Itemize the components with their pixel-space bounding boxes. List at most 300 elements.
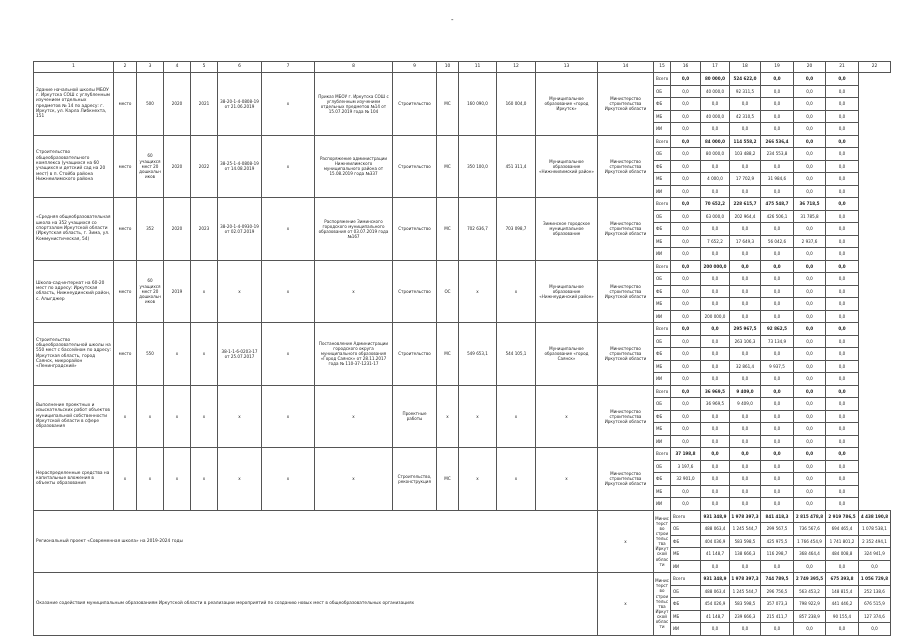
cell-amount: 299 567,5 [761, 523, 794, 536]
cell-amount: 0,0 [671, 223, 701, 236]
cell-start-year: х [164, 448, 191, 511]
cell-unit: место [114, 260, 137, 323]
cell-funding-source: ОБ [654, 335, 671, 348]
cell-amount: 0,0 [671, 123, 701, 136]
cell-amount: 0,0 [794, 148, 826, 161]
cell-amount: 0,0 [794, 73, 826, 86]
cell-amount: 0,0 [701, 473, 730, 486]
cell-amount: 0,0 [794, 85, 826, 98]
cell-amount: 40 000,0 [701, 110, 730, 123]
cell-amount: 0,0 [794, 410, 826, 423]
cell-end-year: 2023 [191, 198, 218, 261]
cell-amount: 0,0 [730, 260, 761, 273]
cell-amount: 0,0 [671, 98, 701, 111]
cell-administrator: Министерство строительства Иркутской области [654, 573, 671, 636]
cell-amount: 17 702,9 [730, 173, 761, 186]
cell-amount: 0,0 [794, 385, 826, 398]
cell-amount: 4 438 190,8 [859, 510, 891, 523]
table-row [34, 323, 891, 336]
cell-unit: х [114, 448, 137, 511]
cell-amount: 40 000,0 [701, 85, 730, 98]
cell-amount: 0,0 [794, 160, 826, 173]
cell-amount: 266 536,4 [761, 135, 794, 148]
cell-amount: 676 515,9 [859, 598, 891, 611]
cell-administrator: Министерство строительства Иркутской области [598, 135, 654, 198]
cell-amount: 148 815,4 [826, 585, 859, 598]
cell-amount: 454 026,9 [701, 598, 730, 611]
cell-end-year: х [191, 323, 218, 386]
cell-amount: 798 922,9 [794, 598, 826, 611]
cell-amount: 0,0 [761, 398, 794, 411]
cell-funding-source: ОБ [654, 210, 671, 223]
cell-amount: 0,0 [730, 348, 761, 361]
column-number: 15 [654, 62, 671, 73]
cell-capacity: 60 учащихся мест 20 дошкольников [137, 260, 164, 323]
cell-price-check: х [262, 385, 315, 448]
cell-amount: 0,0 [730, 410, 761, 423]
cell-amount: 0,0 [730, 248, 761, 261]
cell-administrator: Министерство строительства Иркутской области [654, 510, 671, 573]
table-row [34, 73, 891, 86]
cell-amount: 0,0 [730, 98, 761, 111]
cell-amount: 0,0 [761, 185, 794, 198]
cell-funding-source: Всего [654, 135, 671, 148]
cell-start-year: 2020 [164, 198, 191, 261]
column-number: 2 [114, 62, 137, 73]
cell-amount: 0,0 [761, 435, 794, 448]
cell-amount: 0,0 [730, 223, 761, 236]
cell-price-check: х [262, 448, 315, 511]
cell-amount: 0,0 [859, 623, 891, 636]
cell-amount: 0,0 [701, 460, 730, 473]
cell-amount: 0,0 [761, 160, 794, 173]
cell-amount: 583 598,5 [730, 598, 761, 611]
cell-work-type: Строительство, реконструкция [393, 448, 437, 511]
cell-unit: х [114, 385, 137, 448]
cell-object-name: Выполнение проектных и изыскательских работ объектов муниципальной собственности Иркутской области в сфере образования [34, 385, 114, 448]
column-number: 4 [164, 62, 191, 73]
cell-amount: 0,0 [761, 460, 794, 473]
cell-amount: 0,0 [671, 498, 701, 511]
cell-funding-source: МБ [654, 110, 671, 123]
cell-funding-source: Всего [654, 448, 671, 461]
cell-amount: 36 718,5 [794, 198, 826, 211]
column-number: 18 [730, 62, 761, 73]
cell-estimated-cost: 350 100,0 [459, 135, 497, 198]
cell-amount: 0,0 [794, 348, 826, 361]
cell-unit: место [114, 73, 137, 136]
cell-amount: 80 000,0 [701, 148, 730, 161]
cell-amount: 0,0 [826, 485, 859, 498]
cell-amount: 0,0 [761, 273, 794, 286]
column-number: 3 [137, 62, 164, 73]
cell-amount: 0,0 [671, 323, 701, 336]
cell-amount: 0,0 [859, 560, 891, 573]
cell-funding-source: ОБ [654, 148, 671, 161]
cell-amount: 3 197,6 [671, 460, 701, 473]
column-number: 11 [459, 62, 497, 73]
cell-document-approval: х [315, 385, 393, 448]
cell-amount: 368 464,4 [794, 548, 826, 561]
cell-remaining-cost: 703 098,7 [497, 198, 536, 261]
cell-amount: 0,0 [794, 473, 826, 486]
cell-amount: 0,0 [761, 260, 794, 273]
cell-amount: 0,0 [826, 98, 859, 111]
cell-work-type: Строительство [393, 198, 437, 261]
cell-capacity: 60 учащихся мест 20 дошкольников [137, 135, 164, 198]
cell-amount: 0,0 [730, 423, 761, 436]
cell-funding-source: ФБ [654, 223, 671, 236]
cell-amount: 0,0 [761, 348, 794, 361]
cell-amount: 0,0 [761, 310, 794, 323]
cell-amount: 0,0 [826, 298, 859, 311]
cell-amount: 0,0 [826, 323, 859, 336]
cell-capacity: 352 [137, 198, 164, 261]
cell-amount: 200 000,0 [701, 260, 730, 273]
cell-ownership: МС [437, 135, 459, 198]
column-number: 14 [598, 62, 654, 73]
table-row [34, 573, 891, 586]
cell-amount: 0,0 [826, 148, 859, 161]
cell-ownership: МС [437, 73, 459, 136]
column-number: 22 [859, 62, 891, 73]
cell-amount: 0,0 [671, 373, 701, 386]
cell-amount: 0,0 [794, 110, 826, 123]
cell-administrator: Министерство строительства Иркутской области [598, 385, 654, 448]
cell-funding-source: ФБ [671, 598, 701, 611]
cell-municipality: Муниципальное образование «город Иркутск» [536, 73, 598, 136]
cell-amount: 0,0 [671, 148, 701, 161]
cell-municipality: х [536, 448, 598, 511]
cell-amount: 524 622,0 [730, 73, 761, 86]
cell-amount: 116 298,7 [761, 548, 794, 561]
table-row [34, 510, 891, 523]
cell-amount: 0,0 [826, 260, 859, 273]
cell-amount: 7 652,2 [701, 235, 730, 248]
cell-amount: 0,0 [671, 135, 701, 148]
cell-ownership: х [437, 385, 459, 448]
cell-amount: 0,0 [794, 223, 826, 236]
cell-work-type: Проектные работы [393, 385, 437, 448]
cell-amount: 0,0 [826, 210, 859, 223]
cell-amount: 0,0 [701, 485, 730, 498]
cell-amount: 127 374,6 [859, 610, 891, 623]
cell-funding-source: ФБ [654, 98, 671, 111]
cell-capacity: 550 [137, 323, 164, 386]
cell-amount: 0,0 [826, 460, 859, 473]
cell-amount: 0,0 [671, 198, 701, 211]
cell-amount: 0,0 [671, 273, 701, 286]
cell-amount: 2 749 395,5 [794, 573, 826, 586]
cell-remaining-cost: х [497, 448, 536, 511]
cell-amount: 0,0 [671, 335, 701, 348]
cell-work-type: Строительство [393, 323, 437, 386]
cell-price-check: х [262, 135, 315, 198]
cell-start-year: 2020 [164, 73, 191, 136]
cell-amount: 0,0 [761, 385, 794, 398]
cell-amount: 0,0 [761, 410, 794, 423]
cell-amount: 0,0 [794, 298, 826, 311]
cell-document-approval: Приказ МБОУ г. Иркутска СОШ с углубленным изучением отдельных предметов №14 от 15.07.2019 года № 104 [315, 73, 393, 136]
cell-amount: 202 964,4 [730, 210, 761, 223]
cell-remaining-cost: х [497, 260, 536, 323]
cell-municipality: Зиминское городское муниципальное образование [536, 198, 598, 261]
cell-ownership: МС [437, 448, 459, 511]
cell-amount: 0,0 [701, 123, 730, 136]
cell-amount: 0,0 [730, 435, 761, 448]
cell-amount: 36 969,5 [701, 398, 730, 411]
cell-amount: 4 000,0 [701, 173, 730, 186]
cell-funding-source: Всего [654, 198, 671, 211]
cell-price-check: х [262, 323, 315, 386]
cell-amount: 0,0 [826, 273, 859, 286]
cell-amount: 0,0 [730, 285, 761, 298]
cell-amount: 0,0 [826, 423, 859, 436]
cell-amount: 0,0 [701, 248, 730, 261]
cell-price-check: х [598, 573, 654, 636]
cell-amount: 138 666,3 [730, 548, 761, 561]
cell-amount: 0,0 [826, 310, 859, 323]
cell-amount: 90 155,4 [826, 610, 859, 623]
cell-amount: 0,0 [701, 285, 730, 298]
cell-amount: 441 446,2 [826, 598, 859, 611]
cell-amount: 0,0 [794, 623, 826, 636]
cell-amount: 32 861,4 [730, 360, 761, 373]
cell-amount: 0,0 [671, 173, 701, 186]
cell-funding-source: ОБ [671, 523, 701, 536]
cell-start-year: х [164, 385, 191, 448]
cell-amount: 0,0 [730, 473, 761, 486]
cell-amount: 0,0 [826, 348, 859, 361]
cell-object-name: Строительство общеобразовательной школы на 550 мест с бассейном по адресу: Иркутская область, город Саянск, микрорайон «Ленинградский» [34, 323, 114, 386]
cell-estimated-cost: х [459, 385, 497, 448]
cell-funding-source: МБ [671, 548, 701, 561]
cell-funding-source: Всего [671, 510, 701, 523]
table-body [34, 73, 891, 636]
cell-funding-source: Всего [654, 260, 671, 273]
cell-amount: 9 409,0 [730, 398, 761, 411]
cell-amount: 0,0 [701, 423, 730, 436]
cell-amount: 0,0 [671, 260, 701, 273]
cell-amount: 0,0 [730, 498, 761, 511]
column-number: 16 [671, 62, 701, 73]
cell-municipality: Муниципальное образование «Нижнеилимский район» [536, 135, 598, 198]
cell-amount: 0,0 [701, 410, 730, 423]
cell-amount: 0,0 [794, 498, 826, 511]
cell-amount: 0,0 [671, 435, 701, 448]
cell-amount: 0,0 [730, 273, 761, 286]
cell-amount: 0,0 [671, 85, 701, 98]
cell-funding-source: ФБ [671, 535, 701, 548]
table-row [34, 260, 891, 273]
cell-amount: 0,0 [826, 623, 859, 636]
cell-amount: 0,0 [826, 248, 859, 261]
cell-amount: 1 245 544,7 [730, 585, 761, 598]
cell-amount: 0,0 [701, 335, 730, 348]
cell-funding-source: ИИ [671, 560, 701, 573]
cell-end-year: 2021 [191, 73, 218, 136]
cell-amount: 0,0 [826, 435, 859, 448]
cell-expertise-conclusion: х [218, 448, 262, 511]
cell-funding-source: МБ [671, 610, 701, 623]
cell-funding-source: Всего [654, 73, 671, 86]
cell-capacity: 500 [137, 73, 164, 136]
cell-amount: 0,0 [671, 360, 701, 373]
cell-funding-source: ФБ [654, 285, 671, 298]
cell-amount: 0,0 [794, 423, 826, 436]
cell-amount: 357 073,3 [761, 598, 794, 611]
cell-amount: 0,0 [794, 560, 826, 573]
cell-administrator: Министерство строительства Иркутской области [598, 323, 654, 386]
cell-document-approval: х [315, 260, 393, 323]
cell-amount: 0,0 [826, 448, 859, 461]
header-number-row [34, 62, 891, 73]
cell-amount: 0,0 [826, 135, 859, 148]
column-number: 20 [794, 62, 826, 73]
cell-amount: 0,0 [794, 123, 826, 136]
column-number: 12 [497, 62, 536, 73]
cell-unit: место [114, 323, 137, 386]
cell-estimated-cost: х [459, 260, 497, 323]
cell-amount: 0,0 [826, 285, 859, 298]
cell-administrator: Министерство строительства Иркутской области [598, 448, 654, 511]
cell-amount: 0,0 [671, 423, 701, 436]
cell-amount: 56 042,6 [761, 235, 794, 248]
cell-document-approval: Распоряжение Зиминского городского муниципального образования от 03.07.2019 года №167 [315, 198, 393, 261]
cell-amount: 0,0 [730, 298, 761, 311]
cell-amount: 0,0 [826, 373, 859, 386]
cell-capacity: х [137, 448, 164, 511]
column-number: 13 [536, 62, 598, 73]
cell-amount: 583 598,5 [730, 535, 761, 548]
cell-funding-source: ИИ [654, 185, 671, 198]
cell-amount: 84 000,0 [701, 135, 730, 148]
cell-funding-source: МБ [654, 485, 671, 498]
cell-funding-source: ОБ [654, 85, 671, 98]
cell-amount: 0,0 [671, 485, 701, 498]
cell-amount: 0,0 [794, 273, 826, 286]
cell-funding-source: ИИ [654, 123, 671, 136]
cell-amount: 0,0 [671, 298, 701, 311]
cell-amount: 32 901,0 [671, 473, 701, 486]
cell-amount: 0,0 [794, 260, 826, 273]
cell-amount: 488 063,4 [701, 585, 730, 598]
cell-amount: 0,0 [761, 85, 794, 98]
cell-amount: 0,0 [671, 348, 701, 361]
cell-amount: 1 245 544,7 [730, 523, 761, 536]
cell-amount: 324 941,9 [859, 548, 891, 561]
cell-amount: 0,0 [730, 623, 761, 636]
cell-amount: 0,0 [761, 73, 794, 86]
cell-amount: 73 134,9 [761, 335, 794, 348]
cell-amount: 0,0 [794, 373, 826, 386]
cell-remaining-cost: 160 004,0 [497, 73, 536, 136]
cell-amount: 92 311,5 [730, 85, 761, 98]
cell-unit: место [114, 198, 137, 261]
cell-amount: 0,0 [701, 223, 730, 236]
cell-amount: 0,0 [826, 198, 859, 211]
cell-amount: 0,0 [761, 473, 794, 486]
cell-expertise-conclusion: 38-1-1-6-0203-17 от 25.07.2017 [218, 323, 262, 386]
cell-work-type: Строительство [393, 73, 437, 136]
cell-amount: 0,0 [826, 473, 859, 486]
cell-amount: 0,0 [794, 248, 826, 261]
cell-amount: 0,0 [794, 285, 826, 298]
table-row [34, 135, 891, 148]
cell-amount: 1 978 397,3 [730, 510, 761, 523]
cell-amount: 263 106,3 [730, 335, 761, 348]
cell-expertise-conclusion: 38-20-1-4-0930-19 от 02.07.2019 [218, 198, 262, 261]
cell-amount: 2 937,6 [794, 235, 826, 248]
cell-amount: 296 756,5 [761, 585, 794, 598]
cell-amount: 0,0 [701, 273, 730, 286]
cell-amount: 675 393,8 [826, 573, 859, 586]
cell-funding-source: ИИ [671, 623, 701, 636]
cell-amount: 0,0 [671, 73, 701, 86]
cell-amount: 17 649,3 [730, 235, 761, 248]
cell-amount: 841 418,3 [761, 510, 794, 523]
cell-funding-source: Всего [671, 573, 701, 586]
cell-amount: 103 488,2 [730, 148, 761, 161]
cell-amount: 0,0 [701, 498, 730, 511]
cell-end-year: х [191, 260, 218, 323]
column-number: 1 [34, 62, 114, 73]
cell-amount: 2 919 786,5 [826, 510, 859, 523]
cell-start-year: х [164, 323, 191, 386]
cell-amount: 114 558,2 [730, 135, 761, 148]
cell-amount: 0,0 [794, 310, 826, 323]
column-number: 6 [218, 62, 262, 73]
cell-amount: 475 548,7 [761, 198, 794, 211]
cell-amount: 0,0 [730, 310, 761, 323]
cell-amount: 0,0 [761, 298, 794, 311]
cell-expertise-conclusion: 38-20-1-4-0808-19 от 21.06.2019 [218, 73, 262, 136]
cell-amount: 1 056 729,8 [859, 573, 891, 586]
cell-amount: 295 967,5 [730, 323, 761, 336]
cell-amount: 1 766 454,9 [794, 535, 826, 548]
cell-amount: 0,0 [671, 385, 701, 398]
cell-capacity: х [137, 385, 164, 448]
cell-amount: 0,0 [671, 185, 701, 198]
cell-expertise-conclusion: 38-25-1-4-0808-19 от 14.08.2019 [218, 135, 262, 198]
cell-amount: 41 148,7 [701, 548, 730, 561]
cell-amount: 1 078 538,1 [859, 523, 891, 536]
cell-object-name: Здание начальной школы МБОУ г. Иркутска СОШ с углубленным изучением отдельных предметов № 14 по адресу: г. Иркутск, ул. Карла Либкнехта, 151 [34, 73, 114, 136]
cell-amount: 0,0 [671, 235, 701, 248]
cell-amount: 0,0 [794, 335, 826, 348]
cell-amount: 744 789,5 [761, 573, 794, 586]
cell-amount: 0,0 [826, 335, 859, 348]
cell-amount: 426 506,1 [761, 210, 794, 223]
cell-amount: 857 238,9 [794, 610, 826, 623]
column-number: 8 [315, 62, 393, 73]
cell-amount: 0,0 [761, 373, 794, 386]
cell-amount: 0,0 [826, 498, 859, 511]
cell-expertise-conclusion: х [218, 260, 262, 323]
cell-amount: 2 815 478,8 [794, 510, 826, 523]
cell-object-name: Строительство общеобразовательного комплекса (учащихся на 60 учащихся и детский сад на 20 мест) в п. Стойба района Нижнеилимского района [34, 135, 114, 198]
cell-amount: 252 138,6 [859, 585, 891, 598]
column-number: 21 [826, 62, 859, 73]
cell-amount: 0,0 [701, 348, 730, 361]
page-marker: - [451, 16, 454, 24]
cell-amount: 0,0 [671, 110, 701, 123]
cell-municipality: х [536, 385, 598, 448]
cell-amount: 0,0 [701, 298, 730, 311]
cell-estimated-cost: х [459, 448, 497, 511]
cell-funding-source: ФБ [654, 410, 671, 423]
cell-amount: 0,0 [826, 160, 859, 173]
